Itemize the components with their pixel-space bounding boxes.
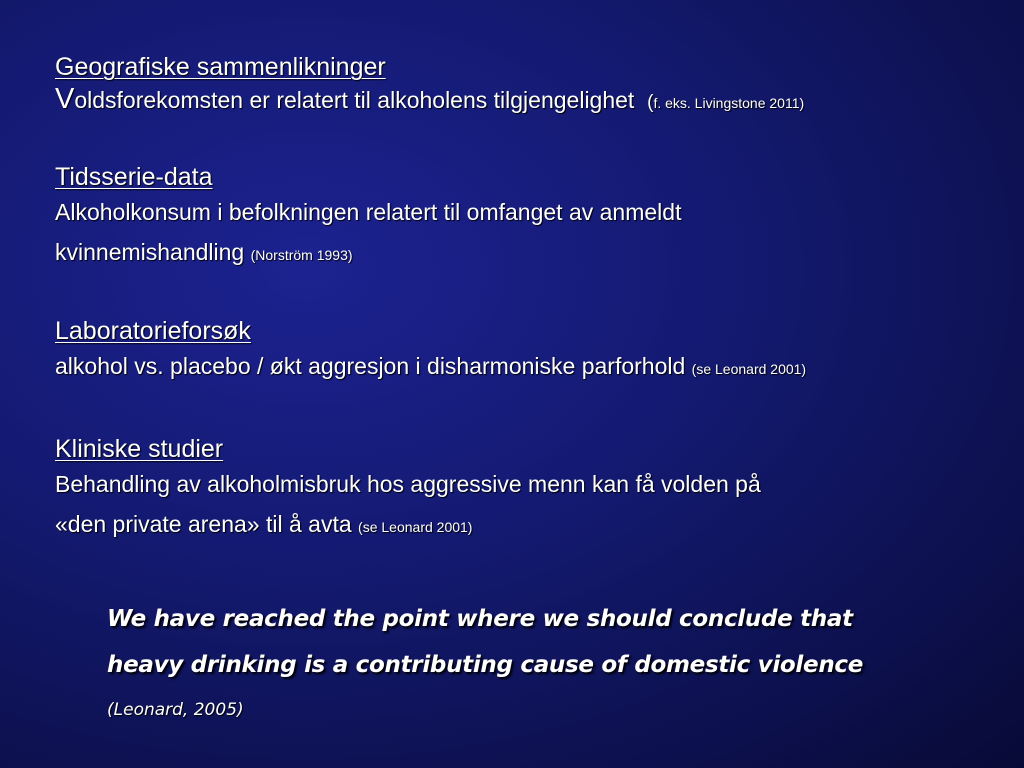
citation-tidsserie: (Norström 1993) (250, 247, 353, 263)
text-kliniske (55, 464, 1005, 547)
tid-line-1: Alkoholkonsum i befolkningen relatert til omfanget av anmeldt (55, 199, 682, 225)
lab-text: alkohol vs. placebo / økt aggresjon i disharmoniske parforhold (55, 353, 686, 379)
tid-line-2-text: kvinnemishandling (55, 239, 245, 265)
citation-geografiske: f. eks. Livingstone 2011) (653, 95, 805, 111)
quote-line-2: heavy drinking is a contributing cause of domestic violence (107, 652, 864, 678)
section-laboratorie (55, 316, 1005, 389)
klin-line-1: Behandling av alkoholmisbruk hos aggressive menn kan få volden på (55, 471, 761, 497)
section-tidsserie (55, 162, 1005, 275)
heading-tidsserie: Tidsserie-data (55, 163, 213, 191)
heading-geografiske: Geografiske sammenlikninger (55, 53, 386, 81)
quote-source: (Leonard, 2005) (107, 700, 244, 720)
text-laboratorie (55, 346, 1005, 389)
text-geografiske (55, 82, 1005, 120)
tid-line-2 (55, 232, 1005, 275)
citation-kliniske: (se Leonard 2001) (358, 519, 473, 535)
klin-line-2 (55, 504, 1005, 547)
heading-kliniske: Kliniske studier (55, 435, 224, 463)
text-tidsserie (55, 192, 1005, 275)
heading-laboratorie: Laboratorieforsøk (55, 317, 251, 345)
geo-cite-open: ( (647, 92, 654, 113)
quote-text (107, 596, 1007, 688)
quote-line-1: We have reached the point where we should conclude that (107, 606, 853, 632)
section-geografiske (55, 52, 1005, 120)
citation-laboratorie: (se Leonard 2001) (691, 361, 807, 377)
section-kliniske (55, 434, 1005, 547)
klin-line-2-text: «den private arena» til å avta (55, 511, 352, 537)
first-letter: V (55, 83, 75, 115)
geo-text: oldsforekomsten er relatert til alkoholens tilgjengelighet (74, 87, 635, 113)
